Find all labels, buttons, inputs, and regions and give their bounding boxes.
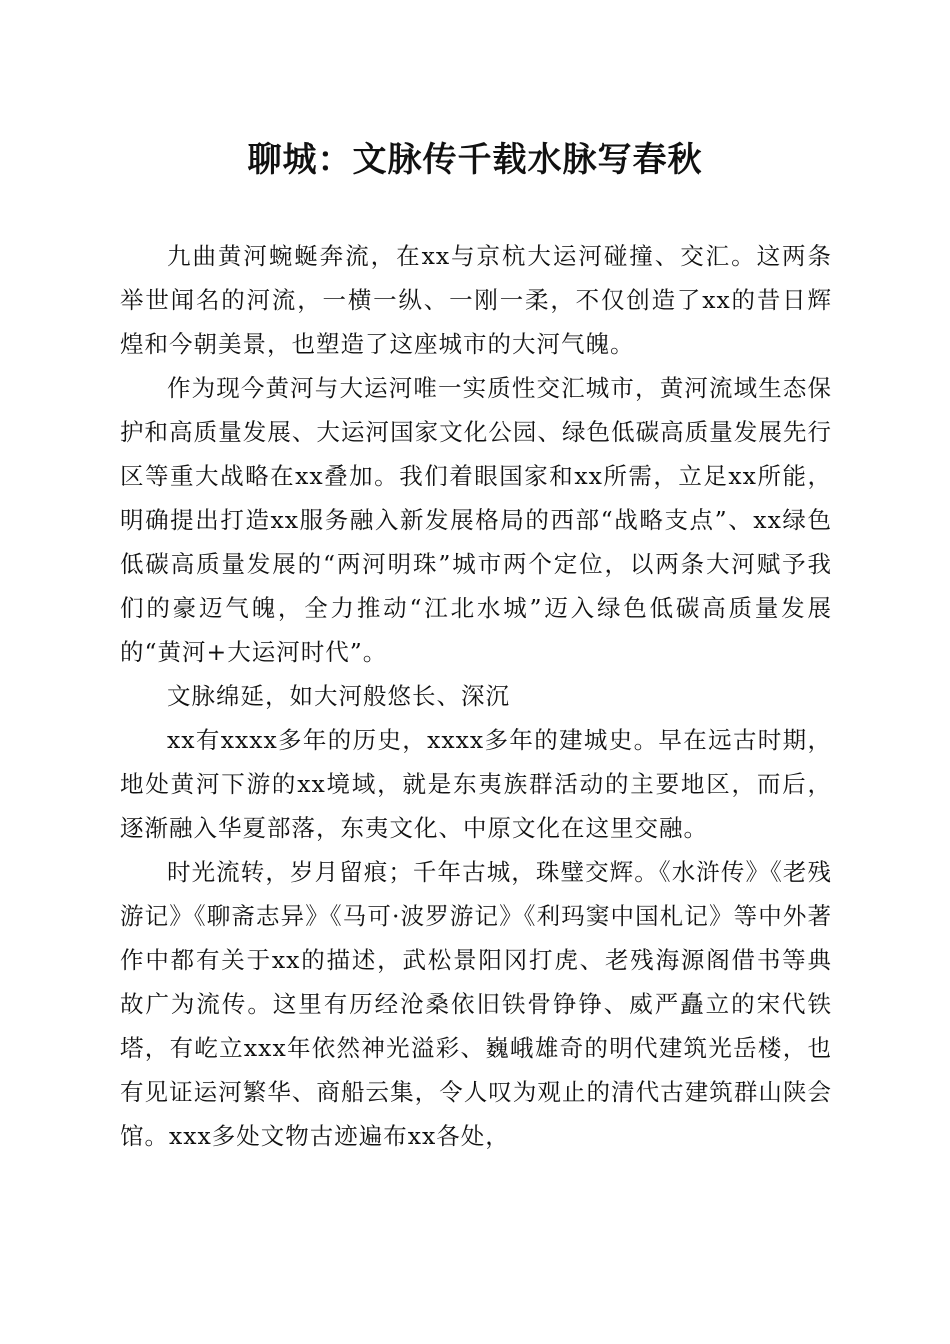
paragraph-1: 九曲黄河蜿蜒奔流，在xx与京杭大运河碰撞、交汇。这两条举世闻名的河流，一横一纵、一刚一柔，不仅创造了xx的昔日辉煌和今朝美景，也塑造了这座城市的大河气魄。: [120, 242, 832, 358]
document-title: 聊城：文脉传千载水脉写春秋: [247, 140, 703, 180]
document-body: [120, 234, 832, 1158]
paragraph-2: 作为现今黄河与大运河唯一实质性交汇城市，黄河流域生态保护和高质量发展、大运河国家文化公园、绿色低碳高质量发展先行区等重大战略在xx叠加。我们着眼国家和xx所需，立足xx所能，明确提出打造xx服务融入新发展格局的西部“战略支点”、xx绿色低碳高质量发展的“两河明珠”城市两个定位，以两条大河赋予我们的豪迈气魄，全力推动“江北水城”迈入绿色低碳高质量发展的“黄河+大运河时代”。: [120, 374, 832, 666]
section-heading: 文脉绵延，如大河般悠长、深沉: [167, 682, 510, 710]
paragraph-3: xx有xxxx多年的历史，xxxx多年的建城史。早在远古时期，地处黄河下游的xx境域，就是东夷族群活动的主要地区，而后，逐渐融入华夏部落，东夷文化、中原文化在这里交融。: [120, 726, 832, 842]
paragraph-4: 时光流转，岁月留痕；千年古城，珠璧交辉。《水浒传》《老残游记》《聊斋志异》《马可·波罗游记》《利玛窦中国札记》等中外著作中都有关于xx的描述，武松景阳冈打虎、老残海源阁借书等典故广为流传。这里有历经沧桑依旧铁骨铮铮、威严矗立的宋代铁塔，有屹立xxx年依然神光溢彩、巍峨雄奇的明代建筑光岳楼，也有见证运河繁华、商船云集，令人叹为观止的清代古建筑群山陕会馆。xxx多处文物古迹遍布xx各处，: [120, 858, 832, 1150]
